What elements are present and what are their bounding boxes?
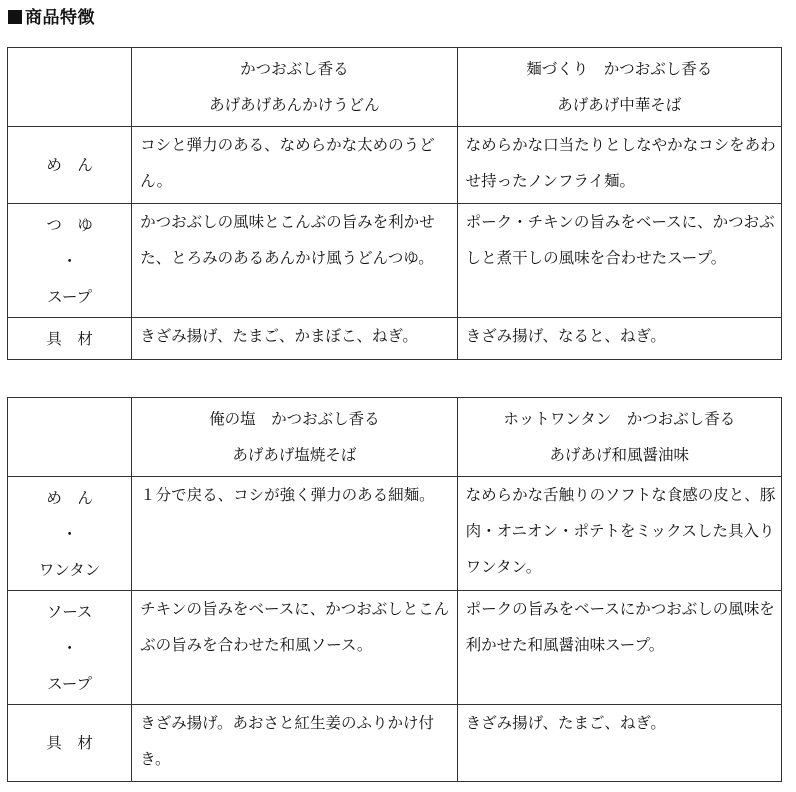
row-label-line: ・ <box>61 638 78 657</box>
row-label-cell <box>8 591 132 705</box>
row-label-line: スープ <box>47 674 93 693</box>
header-empty-cell <box>8 48 132 127</box>
section-heading-text: 商品特徴 <box>25 8 95 28</box>
product-title-line: 麺づくり かつおぶし香る <box>526 60 713 78</box>
product-title-line: ホットワンタン かつおぶし香る <box>503 410 736 428</box>
feature-cell <box>132 204 457 318</box>
feature-cell <box>132 477 457 591</box>
feature-cell <box>132 705 457 782</box>
product-table-1 <box>7 47 782 360</box>
product-title-line: あげあげ塩焼そば <box>232 446 357 464</box>
product-title-line: あげあげ和風醤油味 <box>549 446 690 464</box>
feature-text: きざみ揚げ、たまご、ねぎ。 <box>465 714 666 732</box>
table-row <box>8 477 782 591</box>
row-label-line: 具 材 <box>46 734 93 752</box>
row-label-cell <box>8 705 132 782</box>
product-title-line: 俺の塩 かつおぶし香る <box>209 410 380 428</box>
table-header-row <box>8 48 782 127</box>
square-bullet-icon <box>8 10 22 24</box>
feature-text: チキンの旨みをベースに、かつおぶしとこんぶの旨みを合わせた和風ソース。 <box>140 600 450 654</box>
table-row <box>8 591 782 705</box>
feature-text: ポーク・チキンの旨みをベースに、かつおぶしと煮干しの風味を合わせたスープ。 <box>465 213 775 267</box>
product-title-line: あげあげあんかけうどん <box>209 96 380 114</box>
product-title-line: あげあげ中華そば <box>557 96 682 114</box>
feature-text: なめらかな口当たりとしなやかなコシをあわせ持ったノンフライ麺。 <box>465 136 776 190</box>
feature-cell <box>457 127 781 204</box>
row-label-cell <box>8 318 132 360</box>
table-row <box>8 318 782 360</box>
row-label-line: ワンタン <box>38 560 101 579</box>
row-label-line: ソース <box>46 602 93 621</box>
row-label-line: め ん <box>46 488 93 507</box>
feature-text: きざみ揚げ、たまご、かまぼこ、ねぎ。 <box>140 327 418 345</box>
feature-text: かつおぶしの風味とこんぶの旨みを利かせた、とろみのあるあんかけ風うどんつゆ。 <box>140 213 435 267</box>
product-table-2 <box>7 397 782 782</box>
feature-text: コシと弾力のある、なめらかな太めのうどん。 <box>140 136 435 190</box>
feature-cell <box>457 204 781 318</box>
product-title-cell <box>457 48 781 127</box>
table-row <box>8 127 782 204</box>
feature-text: きざみ揚げ。あおさと紅生姜のふりかけ付き。 <box>140 714 435 768</box>
row-label-cell <box>8 127 132 204</box>
row-label-line: め ん <box>46 156 93 174</box>
row-label-cell <box>8 204 132 318</box>
table-row <box>8 705 782 782</box>
feature-cell <box>457 477 781 591</box>
row-label-line: スープ <box>47 287 93 306</box>
section-heading <box>8 6 95 30</box>
feature-cell <box>132 318 457 360</box>
product-title-cell <box>457 398 781 477</box>
product-title-line: かつおぶし香る <box>240 60 349 78</box>
row-label-line: 具 材 <box>46 329 93 348</box>
row-label-line: ・ <box>61 251 78 270</box>
row-label-cell <box>8 477 132 591</box>
header-empty-cell <box>8 398 132 477</box>
feature-text: ポークの旨みをベースにかつおぶしの風味を利かせた和風醤油味スープ。 <box>465 600 775 654</box>
feature-cell <box>457 318 781 360</box>
feature-text: １分で戻る、コシが強く弾力のある細麺。 <box>140 486 435 504</box>
product-title-cell <box>132 48 457 127</box>
product-title-cell <box>132 398 457 477</box>
table-row <box>8 204 782 318</box>
feature-cell <box>132 591 457 705</box>
feature-text: きざみ揚げ、なると、ねぎ。 <box>465 327 666 345</box>
table-header-row <box>8 398 782 477</box>
row-label-line: つ ゆ <box>46 215 93 234</box>
feature-text: なめらかな舌触りのソフトな食感の皮と、豚肉・オニオン・ポテトをミックスした具入りワンタン。 <box>465 486 776 576</box>
row-label-line: ・ <box>61 524 78 543</box>
feature-cell <box>457 705 781 782</box>
feature-cell <box>457 591 781 705</box>
feature-cell <box>132 127 457 204</box>
